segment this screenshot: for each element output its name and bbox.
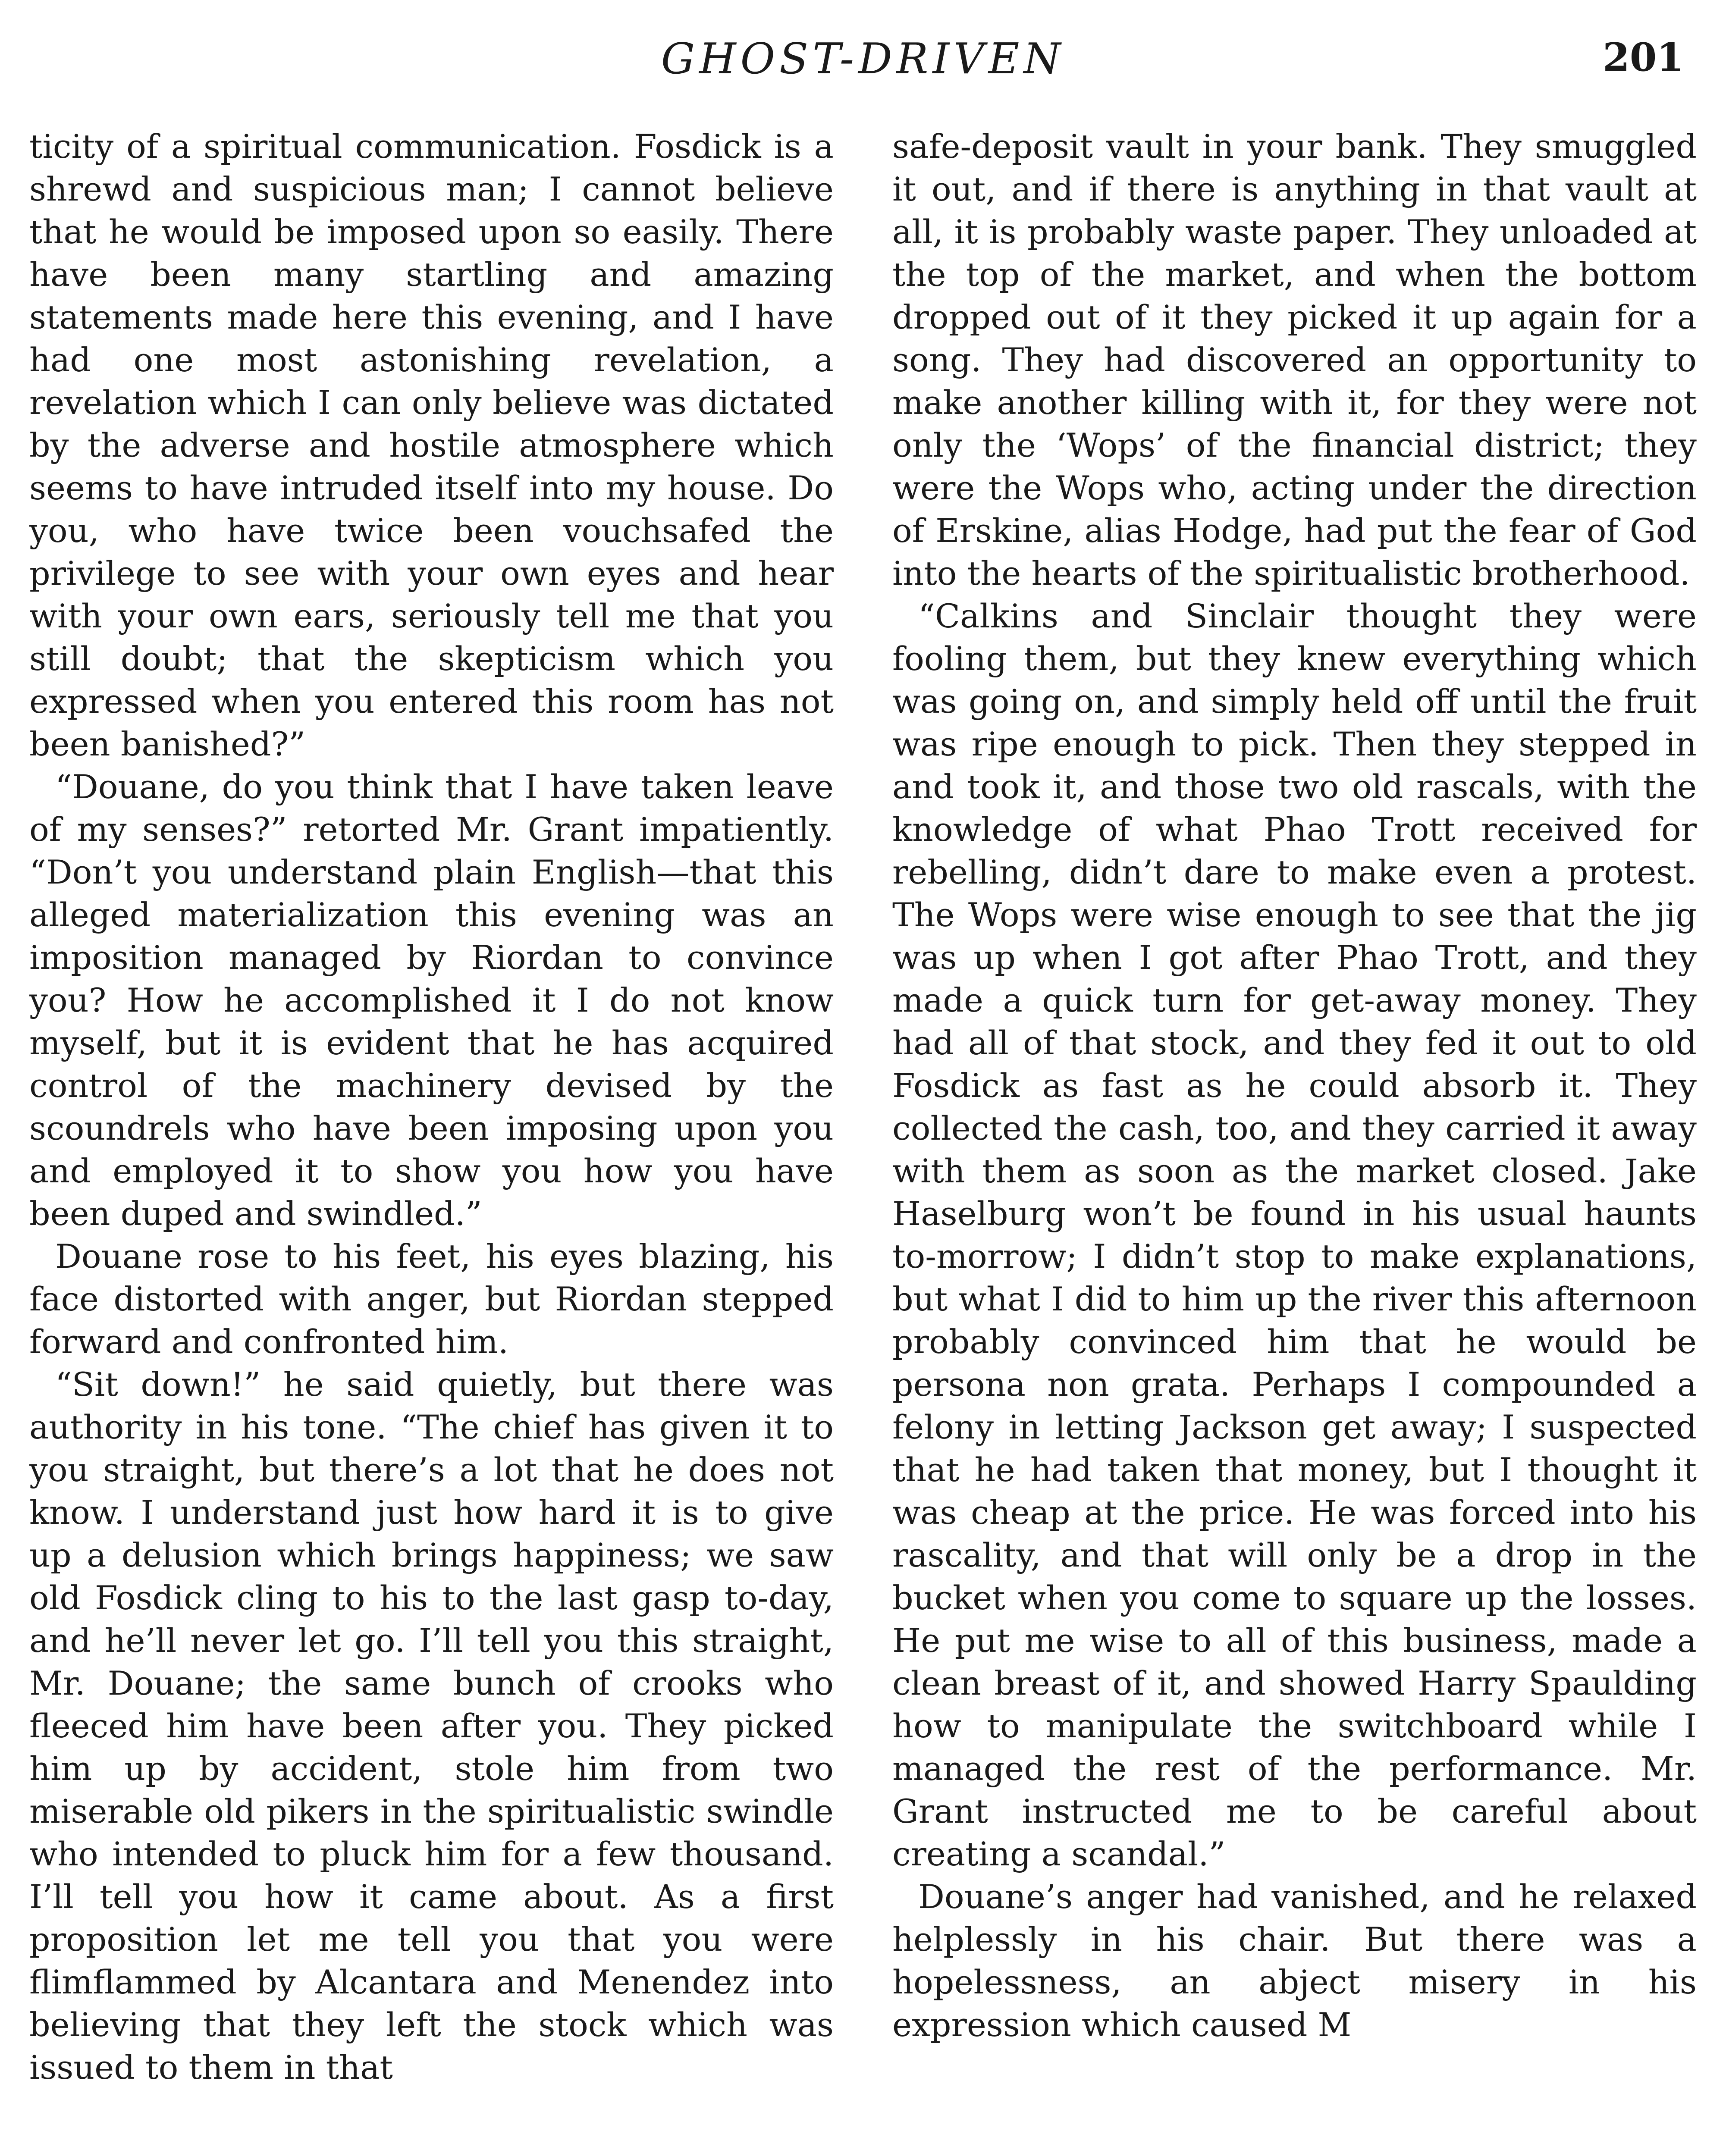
left-column — [29, 125, 834, 2156]
paragraph: ticity of a spiritual communication. Fosdick is a shrewd and suspicious man; I cannot believe that he would be imposed upon so easily. There have been many startling and amazing statements made here this evening, and I have had one most astonishing revelation, a revelation which I can only believe was dictated by the adverse and hostile atmosphere which seems to have intruded itself into my house. Do you, who have twice been vouchsafed the privilege to see with your own eyes and hear with your own ears, seriously tell me that you still doubt; that the skepticism which you expressed when you entered this room has not been banished?” — [29, 127, 834, 763]
paragraph: “Douane, do you think that I have taken leave of my senses?” retorted Mr. Grant impatiently. “Don’t you understand plain English—that this alleged materialization this evening was an imposition managed by Riordan to convince you? How he accomplished it I do not know myself, but it is evident that he has acquired control of the machinery devised by the scoundrels who have been imposing upon you and employed it to show you how you have been duped and swindled.” — [29, 768, 834, 1233]
running-header — [0, 34, 1726, 95]
text-columns — [29, 125, 1697, 2156]
paragraph: Douane rose to his feet, his eyes blazing, his face distorted with anger, but Riordan stepped forward and confronted him. — [29, 1237, 834, 1361]
paragraph: “Sit down!” he said quietly, but there was authority in his tone. “The chief has given it to you straight, but there’s a lot that he does not know. I understand just how hard it is to give up a delusion which brings happiness; we saw old Fosdick cling to his to the last gasp to-day, and he’ll never let go. I’ll tell you this straight, Mr. Douane; the same bunch of crooks who fleeced him have been after you. They picked him up by accident, stole him from two miserable old pikers in the spiritualistic swindle who intended to pluck him for a few thousand. I’ll tell you how it came about. As a first proposition let me tell you that you were flimflammed by Alcantara and Menendez into believing that they left the stock which was issued to them in that — [29, 1365, 834, 2087]
paragraph: Douane’s anger had vanished, and he relaxed helplessly in his chair. But there was a hopelessness, an abject misery in his expression which caused M — [892, 1877, 1697, 2044]
page-number: 201 — [1603, 34, 1684, 80]
paragraph: “Calkins and Sinclair thought they were fooling them, but they knew everything which was going on, and simply held off until the fruit was ripe enough to pick. Then they stepped in and took it, and those two old rascals, with the knowledge of what Phao Trott received for rebelling, didn’t dare to make even a protest. The Wops were wise enough to see that the jig was up when I got after Phao Trott, and they made a quick turn for get-away money. They had all of that stock, and they fed it out to old Fosdick as fast as he could absorb it. They collected the cash, too, and they carried it away with them as soon as the market closed. Jake Haselburg won’t be found in his usual haunts to-morrow; I didn’t stop to make explanations, but what I did to him up the river this afternoon probably convinced him that he would be persona non grata. Perhaps I compounded a felony in letting Jackson get away; I suspected that he had taken that money, but I thought it was cheap at the price. He was forced into his rascality, and that will only be a drop in the bucket when you come to square up the losses. He put me wise to all of this business, made a clean breast of it, and showed Harry Spaulding how to manipulate the switchboard while I managed the rest of the performance. Mr. Grant instructed me to be careful about creating a scandal.” — [892, 597, 1697, 1873]
running-title: GHOST-DRIVEN — [661, 34, 1065, 84]
right-column — [892, 125, 1697, 2156]
paragraph: safe-deposit vault in your bank. They smuggled it out, and if there is anything in that vault at all, it is probably waste paper. They unloaded at the top of the market, and when the bottom dropped out of it they picked it up again for a song. They had discovered an opportunity to make another killing with it, for they were not only the ‘Wops’ of the financial district; they were the Wops who, acting under the direction of Erskine, alias Hodge, had put the fear of God into the hearts of the spiritualistic brotherhood. — [892, 127, 1697, 592]
